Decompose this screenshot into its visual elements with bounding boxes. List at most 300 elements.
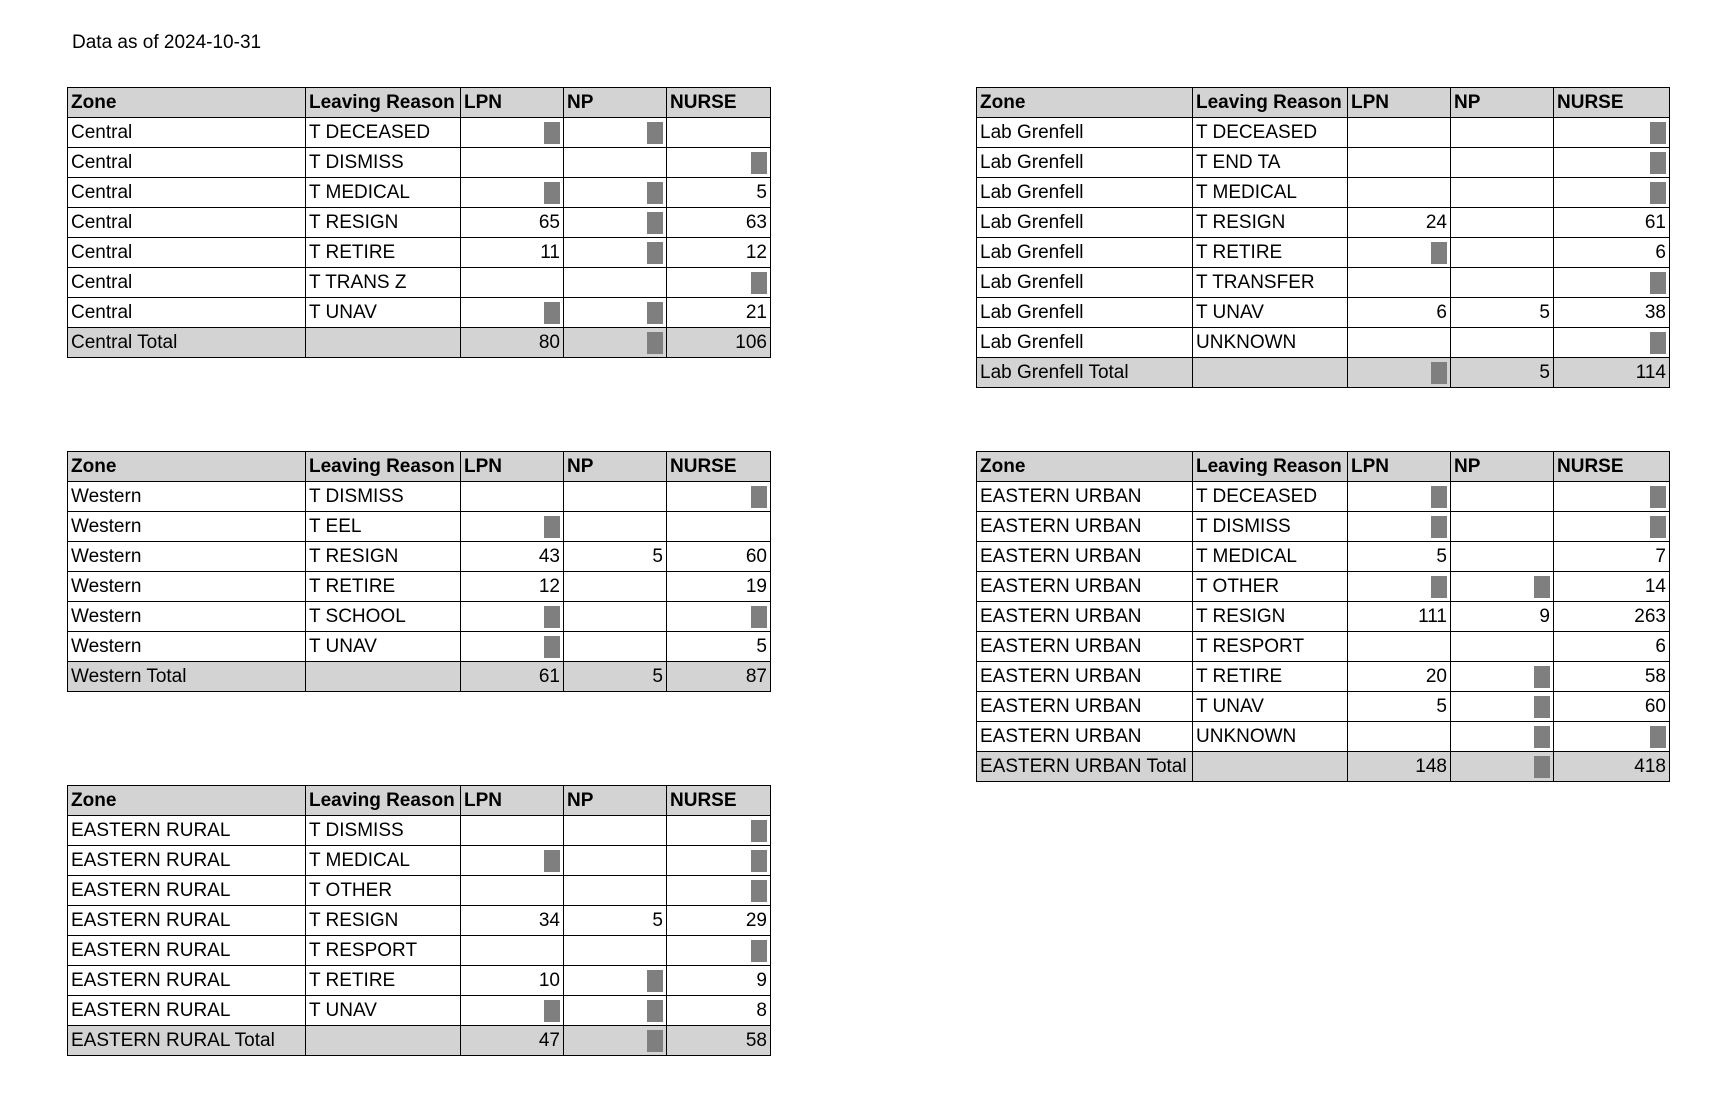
- table-cell-zone: EASTERN URBAN: [977, 572, 1193, 602]
- table-cell-np: [564, 178, 667, 208]
- table-cell-nurse: [1554, 722, 1670, 752]
- redacted-value-mark: [1431, 362, 1447, 384]
- table-cell-lpn: [461, 602, 564, 632]
- table-cell-zone: Central: [68, 268, 306, 298]
- table-cell-nurse: 60: [667, 542, 771, 572]
- table-cell-zone: Central: [68, 208, 306, 238]
- table-cell-reason: T DECEASED: [1193, 482, 1348, 512]
- zone-table-western: [67, 451, 771, 692]
- table-cell-np: [564, 512, 667, 542]
- table-cell-nurse: 87: [667, 662, 771, 692]
- table-cell-reason: T RESIGN: [1193, 208, 1348, 238]
- table-row: [977, 178, 1670, 208]
- table-cell-nurse: [667, 876, 771, 906]
- table-cell-lpn: 34: [461, 906, 564, 936]
- table-row: [68, 906, 771, 936]
- column-header: Zone: [68, 88, 306, 118]
- table-cell-lpn: [461, 996, 564, 1026]
- table-cell-reason: UNKNOWN: [1193, 722, 1348, 752]
- table-row: [68, 632, 771, 662]
- column-header: LPN: [461, 88, 564, 118]
- table-cell-zone: Central Total: [68, 328, 306, 358]
- table-cell-nurse: [667, 268, 771, 298]
- table-cell-nurse: 63: [667, 208, 771, 238]
- table-cell-np: [1451, 632, 1554, 662]
- redacted-value-mark: [647, 302, 663, 324]
- table-cell-np: [1451, 178, 1554, 208]
- table-cell-nurse: [1554, 178, 1670, 208]
- table-row: [977, 208, 1670, 238]
- table-cell-reason: T MEDICAL: [1193, 178, 1348, 208]
- table-cell-lpn: [1348, 148, 1451, 178]
- total-row: [68, 662, 771, 692]
- column-header: Zone: [977, 452, 1193, 482]
- table-cell-np: [1451, 572, 1554, 602]
- table-row: [68, 118, 771, 148]
- table-cell-reason: T TRANSFER: [1193, 268, 1348, 298]
- redacted-value-mark: [1431, 516, 1447, 538]
- table-cell-nurse: 5: [667, 178, 771, 208]
- redacted-value-mark: [1534, 666, 1550, 688]
- table-row: [68, 482, 771, 512]
- table-cell-np: [564, 238, 667, 268]
- table-cell-reason: T END TA: [1193, 148, 1348, 178]
- table-cell-nurse: [1554, 148, 1670, 178]
- table-cell-np: [1451, 662, 1554, 692]
- table-cell-np: [564, 482, 667, 512]
- table-cell-nurse: [667, 482, 771, 512]
- table-cell-np: [564, 966, 667, 996]
- table-row: [68, 298, 771, 328]
- table-cell-reason: T DECEASED: [306, 118, 461, 148]
- table-cell-np: [1451, 328, 1554, 358]
- table-cell-nurse: 12: [667, 238, 771, 268]
- table-cell-nurse: [667, 936, 771, 966]
- table-row: [68, 572, 771, 602]
- table-row: [977, 542, 1670, 572]
- table-row: [977, 692, 1670, 722]
- redacted-value-mark: [647, 122, 663, 144]
- table-cell-lpn: [1348, 722, 1451, 752]
- table-cell-nurse: 106: [667, 328, 771, 358]
- table-cell-np: [1451, 542, 1554, 572]
- table-row: [977, 238, 1670, 268]
- table-cell-np: [564, 118, 667, 148]
- table-row: [977, 298, 1670, 328]
- table-cell-reason: T MEDICAL: [306, 846, 461, 876]
- table-row: [68, 148, 771, 178]
- table-cell-nurse: 8: [667, 996, 771, 1026]
- table-cell-np: 5: [1451, 298, 1554, 328]
- table-cell-reason: T UNAV: [306, 298, 461, 328]
- table-cell-lpn: 5: [1348, 692, 1451, 722]
- table-cell-nurse: 29: [667, 906, 771, 936]
- table-cell-zone: Lab Grenfell: [977, 298, 1193, 328]
- table-cell-lpn: [461, 118, 564, 148]
- table-cell-np: [564, 1026, 667, 1056]
- table-cell-reason: T OTHER: [1193, 572, 1348, 602]
- redacted-value-mark: [1650, 726, 1666, 748]
- table-cell-np: [1451, 692, 1554, 722]
- table-cell-lpn: 61: [461, 662, 564, 692]
- table-cell-nurse: 58: [667, 1026, 771, 1056]
- table-cell-zone: Central: [68, 298, 306, 328]
- table-cell-nurse: 9: [667, 966, 771, 996]
- column-header: Zone: [68, 452, 306, 482]
- table-cell-nurse: 19: [667, 572, 771, 602]
- table-row: [977, 482, 1670, 512]
- table-cell-zone: Lab Grenfell: [977, 208, 1193, 238]
- table-cell-nurse: 263: [1554, 602, 1670, 632]
- column-header: NURSE: [667, 786, 771, 816]
- table-row: [977, 268, 1670, 298]
- column-header: Zone: [977, 88, 1193, 118]
- table-cell-lpn: [1348, 268, 1451, 298]
- table-cell-lpn: 20: [1348, 662, 1451, 692]
- table-cell-np: [564, 936, 667, 966]
- table-cell-zone: EASTERN URBAN: [977, 692, 1193, 722]
- redacted-value-mark: [1650, 152, 1666, 174]
- redacted-value-mark: [647, 182, 663, 204]
- table-cell-zone: Central: [68, 238, 306, 268]
- table-cell-nurse: 7: [1554, 542, 1670, 572]
- table-cell-lpn: 10: [461, 966, 564, 996]
- table-row: [68, 876, 771, 906]
- table-cell-np: [564, 208, 667, 238]
- table-cell-np: [564, 846, 667, 876]
- redacted-value-mark: [544, 606, 560, 628]
- redacted-value-mark: [544, 636, 560, 658]
- table-cell-zone: Western: [68, 602, 306, 632]
- table-cell-reason: T EEL: [306, 512, 461, 542]
- table-cell-nurse: [1554, 482, 1670, 512]
- redacted-value-mark: [544, 1000, 560, 1022]
- table-row: [68, 268, 771, 298]
- table-cell-reason: [1193, 358, 1348, 388]
- table-cell-lpn: 6: [1348, 298, 1451, 328]
- redacted-value-mark: [647, 332, 663, 354]
- table-cell-np: [1451, 208, 1554, 238]
- table-cell-nurse: 58: [1554, 662, 1670, 692]
- table-cell-lpn: 43: [461, 542, 564, 572]
- table-cell-nurse: 61: [1554, 208, 1670, 238]
- redacted-value-mark: [1650, 122, 1666, 144]
- table-cell-lpn: [461, 816, 564, 846]
- table-cell-nurse: [667, 512, 771, 542]
- table-cell-zone: EASTERN URBAN Total: [977, 752, 1193, 782]
- table-cell-lpn: 12: [461, 572, 564, 602]
- table-cell-reason: T DISMISS: [306, 148, 461, 178]
- table-cell-lpn: [1348, 328, 1451, 358]
- table-cell-np: [1451, 268, 1554, 298]
- table-cell-reason: T RESIGN: [306, 208, 461, 238]
- column-header: LPN: [461, 452, 564, 482]
- redacted-value-mark: [544, 122, 560, 144]
- table-cell-reason: T SCHOOL: [306, 602, 461, 632]
- table-cell-zone: EASTERN RURAL: [68, 906, 306, 936]
- table-cell-lpn: [1348, 632, 1451, 662]
- redacted-value-mark: [751, 880, 767, 902]
- table-cell-zone: Central: [68, 148, 306, 178]
- table-row: [977, 148, 1670, 178]
- table-cell-reason: T RETIRE: [306, 238, 461, 268]
- column-header: NP: [564, 452, 667, 482]
- table-cell-zone: EASTERN URBAN: [977, 602, 1193, 632]
- table-cell-zone: Western: [68, 632, 306, 662]
- table-cell-lpn: [461, 482, 564, 512]
- as-of-date: Data as of 2024-10-31: [72, 32, 262, 53]
- zone-table-central: [67, 87, 771, 358]
- column-header: Leaving Reason: [1193, 88, 1348, 118]
- table-cell-zone: Lab Grenfell: [977, 238, 1193, 268]
- table-cell-zone: Lab Grenfell: [977, 118, 1193, 148]
- table-cell-nurse: [667, 846, 771, 876]
- total-row: [68, 1026, 771, 1056]
- table-cell-lpn: [1348, 118, 1451, 148]
- column-header: NP: [564, 786, 667, 816]
- table-cell-nurse: [667, 118, 771, 148]
- table-cell-zone: EASTERN RURAL: [68, 936, 306, 966]
- table-row: [68, 208, 771, 238]
- table-cell-lpn: [461, 512, 564, 542]
- table-cell-reason: T RETIRE: [1193, 238, 1348, 268]
- redacted-value-mark: [1431, 242, 1447, 264]
- table-cell-nurse: [667, 148, 771, 178]
- redacted-value-mark: [1431, 486, 1447, 508]
- table-cell-nurse: [667, 602, 771, 632]
- column-header: LPN: [1348, 88, 1451, 118]
- table-cell-reason: T DISMISS: [1193, 512, 1348, 542]
- table-cell-nurse: 14: [1554, 572, 1670, 602]
- table-cell-np: [1451, 238, 1554, 268]
- total-row: [68, 328, 771, 358]
- table-cell-reason: T UNAV: [306, 632, 461, 662]
- table-row: [68, 542, 771, 572]
- table-row: [977, 118, 1670, 148]
- table-cell-np: 5: [564, 906, 667, 936]
- table-cell-np: [1451, 512, 1554, 542]
- total-row: [977, 752, 1670, 782]
- table-cell-lpn: [1348, 178, 1451, 208]
- table-cell-lpn: 11: [461, 238, 564, 268]
- table-cell-zone: Lab Grenfell: [977, 328, 1193, 358]
- table-row: [68, 178, 771, 208]
- table-cell-np: [564, 268, 667, 298]
- table-cell-lpn: [1348, 512, 1451, 542]
- redacted-value-mark: [751, 272, 767, 294]
- table-row: [68, 816, 771, 846]
- table-cell-lpn: [461, 846, 564, 876]
- column-header: NURSE: [1554, 88, 1670, 118]
- table-cell-reason: T RESIGN: [1193, 602, 1348, 632]
- table-row: [977, 722, 1670, 752]
- table-cell-np: [564, 572, 667, 602]
- redacted-value-mark: [1534, 576, 1550, 598]
- column-header: Leaving Reason: [306, 452, 461, 482]
- redacted-value-mark: [1431, 576, 1447, 598]
- table-cell-zone: EASTERN URBAN: [977, 482, 1193, 512]
- table-cell-nurse: 6: [1554, 632, 1670, 662]
- redacted-value-mark: [751, 940, 767, 962]
- redacted-value-mark: [544, 850, 560, 872]
- table-cell-reason: T RESIGN: [306, 906, 461, 936]
- zone-table-eastern-urban: [976, 451, 1670, 782]
- table-cell-reason: T MEDICAL: [306, 178, 461, 208]
- table-cell-zone: Western: [68, 542, 306, 572]
- table-row: [977, 572, 1670, 602]
- column-header: NP: [1451, 88, 1554, 118]
- table-cell-reason: T DISMISS: [306, 482, 461, 512]
- redacted-value-mark: [751, 486, 767, 508]
- zone-table-eastern-rural: [67, 785, 771, 1056]
- table-cell-zone: EASTERN RURAL Total: [68, 1026, 306, 1056]
- table-cell-zone: Western: [68, 572, 306, 602]
- table-cell-lpn: 47: [461, 1026, 564, 1056]
- table-cell-np: [564, 816, 667, 846]
- table-cell-zone: Central: [68, 118, 306, 148]
- redacted-value-mark: [544, 182, 560, 204]
- table-cell-reason: T DISMISS: [306, 816, 461, 846]
- table-cell-nurse: [1554, 512, 1670, 542]
- table-row: [68, 602, 771, 632]
- column-header: LPN: [1348, 452, 1451, 482]
- table-cell-reason: [306, 662, 461, 692]
- table-cell-zone: EASTERN RURAL: [68, 996, 306, 1026]
- table-row: [977, 328, 1670, 358]
- column-header: NP: [1451, 452, 1554, 482]
- table-row: [68, 512, 771, 542]
- table-cell-lpn: [1348, 482, 1451, 512]
- redacted-value-mark: [1650, 332, 1666, 354]
- table-cell-nurse: [1554, 268, 1670, 298]
- table-row: [68, 846, 771, 876]
- table-cell-np: [564, 996, 667, 1026]
- redacted-value-mark: [1650, 516, 1666, 538]
- table-row: [68, 936, 771, 966]
- table-cell-lpn: 5: [1348, 542, 1451, 572]
- table-cell-lpn: [1348, 238, 1451, 268]
- table-cell-lpn: [461, 148, 564, 178]
- table-cell-zone: EASTERN URBAN: [977, 662, 1193, 692]
- table-header-row: [68, 786, 771, 816]
- table-cell-reason: T UNAV: [1193, 298, 1348, 328]
- table-cell-lpn: [461, 876, 564, 906]
- table-cell-zone: Western Total: [68, 662, 306, 692]
- table-cell-np: [564, 876, 667, 906]
- table-cell-lpn: 65: [461, 208, 564, 238]
- column-header: NURSE: [667, 88, 771, 118]
- column-header: Leaving Reason: [306, 786, 461, 816]
- table-cell-np: [564, 602, 667, 632]
- table-cell-nurse: [1554, 328, 1670, 358]
- redacted-value-mark: [1534, 726, 1550, 748]
- table-header-row: [68, 452, 771, 482]
- table-cell-nurse: [1554, 118, 1670, 148]
- table-cell-lpn: 148: [1348, 752, 1451, 782]
- table-cell-lpn: [1348, 572, 1451, 602]
- table-cell-nurse: 38: [1554, 298, 1670, 328]
- total-row: [977, 358, 1670, 388]
- table-row: [977, 512, 1670, 542]
- table-cell-np: [564, 632, 667, 662]
- table-cell-reason: T RESPORT: [1193, 632, 1348, 662]
- table-cell-zone: EASTERN URBAN: [977, 542, 1193, 572]
- table-cell-zone: Lab Grenfell: [977, 148, 1193, 178]
- column-header: NP: [564, 88, 667, 118]
- table-row: [977, 662, 1670, 692]
- redacted-value-mark: [1650, 486, 1666, 508]
- redacted-value-mark: [544, 516, 560, 538]
- column-header: NURSE: [1554, 452, 1670, 482]
- redacted-value-mark: [647, 970, 663, 992]
- table-cell-zone: EASTERN RURAL: [68, 876, 306, 906]
- table-cell-np: [564, 298, 667, 328]
- table-cell-zone: Western: [68, 512, 306, 542]
- table-cell-reason: T MEDICAL: [1193, 542, 1348, 572]
- table-cell-nurse: 114: [1554, 358, 1670, 388]
- redacted-value-mark: [647, 242, 663, 264]
- table-cell-reason: T RETIRE: [1193, 662, 1348, 692]
- table-cell-reason: UNKNOWN: [1193, 328, 1348, 358]
- table-cell-zone: EASTERN RURAL: [68, 846, 306, 876]
- table-cell-nurse: 5: [667, 632, 771, 662]
- table-cell-lpn: [461, 298, 564, 328]
- table-cell-np: 5: [564, 662, 667, 692]
- table-cell-zone: Lab Grenfell Total: [977, 358, 1193, 388]
- table-cell-np: [564, 148, 667, 178]
- table-cell-np: 9: [1451, 602, 1554, 632]
- redacted-value-mark: [751, 820, 767, 842]
- table-cell-zone: Central: [68, 178, 306, 208]
- table-cell-reason: T UNAV: [1193, 692, 1348, 722]
- table-cell-zone: EASTERN URBAN: [977, 512, 1193, 542]
- table-cell-zone: EASTERN RURAL: [68, 816, 306, 846]
- redacted-value-mark: [1534, 756, 1550, 778]
- table-cell-np: [1451, 752, 1554, 782]
- redacted-value-mark: [647, 1030, 663, 1052]
- table-cell-reason: T RESIGN: [306, 542, 461, 572]
- table-cell-lpn: [461, 178, 564, 208]
- table-cell-zone: EASTERN RURAL: [68, 966, 306, 996]
- table-cell-zone: EASTERN URBAN: [977, 722, 1193, 752]
- redacted-value-mark: [751, 606, 767, 628]
- table-cell-reason: T RETIRE: [306, 966, 461, 996]
- table-cell-reason: T DECEASED: [1193, 118, 1348, 148]
- table-cell-zone: EASTERN URBAN: [977, 632, 1193, 662]
- table-cell-np: [564, 328, 667, 358]
- redacted-value-mark: [751, 152, 767, 174]
- table-cell-lpn: [1348, 358, 1451, 388]
- table-cell-lpn: [461, 632, 564, 662]
- table-cell-np: 5: [564, 542, 667, 572]
- table-cell-reason: T RETIRE: [306, 572, 461, 602]
- table-header-row: [977, 452, 1670, 482]
- table-row: [68, 966, 771, 996]
- table-cell-nurse: 21: [667, 298, 771, 328]
- redacted-value-mark: [544, 302, 560, 324]
- table-cell-reason: [1193, 752, 1348, 782]
- redacted-value-mark: [751, 850, 767, 872]
- table-header-row: [68, 88, 771, 118]
- table-cell-reason: T OTHER: [306, 876, 461, 906]
- table-cell-zone: Western: [68, 482, 306, 512]
- table-cell-lpn: 111: [1348, 602, 1451, 632]
- table-cell-nurse: 418: [1554, 752, 1670, 782]
- table-cell-reason: T UNAV: [306, 996, 461, 1026]
- table-row: [977, 602, 1670, 632]
- redacted-value-mark: [647, 212, 663, 234]
- table-cell-zone: Lab Grenfell: [977, 178, 1193, 208]
